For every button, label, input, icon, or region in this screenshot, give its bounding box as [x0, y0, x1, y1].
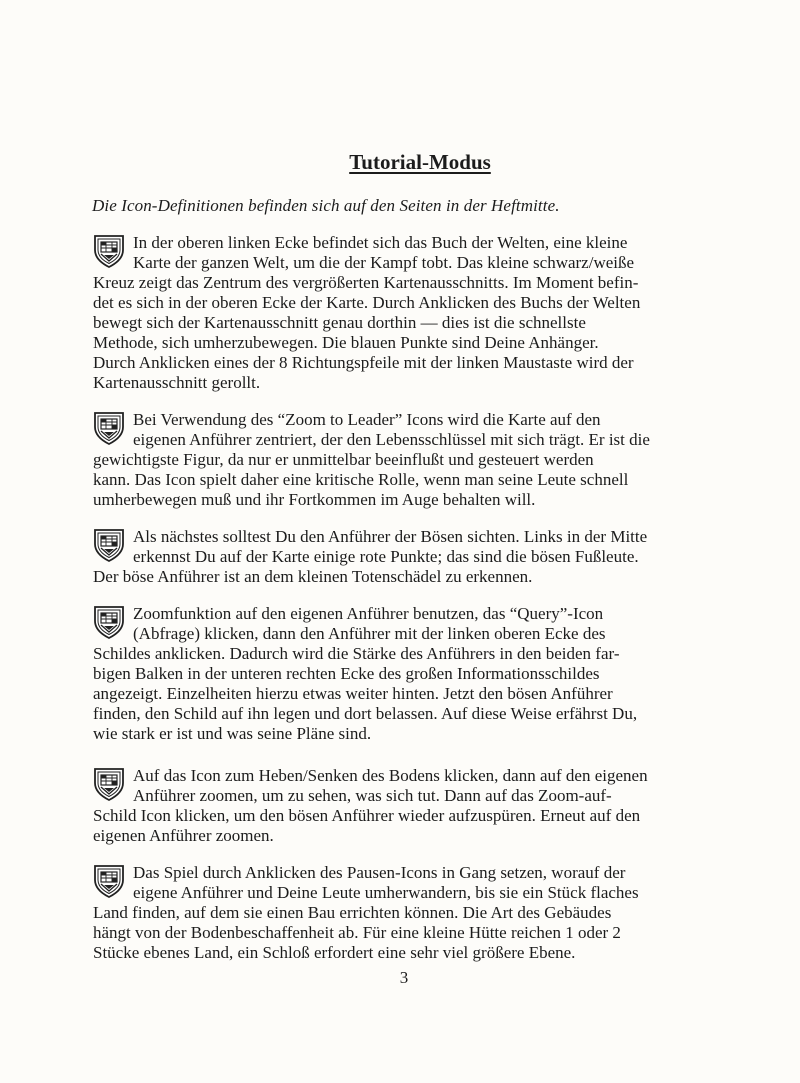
text-line: Bei Verwendung des “Zoom to Leader” Icons wird die Karte auf den [133, 410, 601, 429]
shield-icon [93, 411, 125, 445]
text-line: bewegt sich der Kartenausschnitt genau dorthin — dies ist die schnellste [93, 313, 586, 332]
shield-icon [93, 864, 125, 898]
text-line: umherbewegen muß und ihr Fortkommen im Auge behalten will. [93, 490, 536, 509]
text-line: Schildes anklicken. Dadurch wird die Stärke des Anführers in den beiden far- [93, 644, 620, 663]
paragraph [93, 410, 753, 510]
shield-icon [93, 234, 125, 268]
text-line: gewichtigste Figur, da nur er unmittelbar beeinflußt und gesteuert werden [93, 450, 594, 469]
paragraph [93, 766, 753, 846]
text-line: Anführer zoomen, um zu sehen, was sich tut. Dann auf das Zoom-auf- [133, 786, 612, 805]
text-line: (Abfrage) klicken, dann den Anführer mit der linken oberen Ecke des [133, 624, 606, 643]
shield-icon [93, 767, 125, 801]
text-line: Als nächstes solltest Du den Anführer der Bösen sichten. Links in der Mitte [133, 527, 648, 546]
text-line: eigene Anführer und Deine Leute umherwandern, bis sie ein Stück flaches [133, 883, 639, 902]
text-line: Land finden, auf dem sie einen Bau errichten können. Die Art des Gebäudes [93, 903, 612, 922]
text-line: Der böse Anführer ist an dem kleinen Totenschädel zu erkennen. [93, 567, 533, 586]
text-line: eigenen Anführer zoomen. [93, 826, 274, 845]
text-line: eigenen Anführer zentriert, der den Lebensschlüssel mit sich trägt. Er ist die [133, 430, 650, 449]
intro-text: Die Icon-Definitionen befinden sich auf den Seiten in der Heftmitte. [92, 196, 560, 215]
text-line: Das Spiel durch Anklicken des Pausen-Icons in Gang setzen, worauf der [133, 863, 626, 882]
text-line: hängt von der Bodenbeschaffenheit ab. Für eine kleine Hütte reichen 1 oder 2 [93, 923, 621, 942]
text-line: bigen Balken in der unteren rechten Ecke des großen Informationsschildes [93, 664, 600, 683]
text-line: angezeigt. Einzelheiten hierzu etwas weiter hinten. Jetzt den bösen Anführer [93, 684, 613, 703]
text-line: Methode, sich umherzubewegen. Die blauen Punkte sind Deine Anhänger. [93, 333, 599, 352]
paragraph [93, 604, 753, 744]
page-title: Tutorial-Modus [349, 150, 491, 174]
text-line: Karte der ganzen Welt, um die der Kampf tobt. Das kleine schwarz/weiße [133, 253, 635, 272]
paragraph [93, 233, 753, 393]
text-line: det es sich in der oberen Ecke der Karte. Durch Anklicken des Buchs der Welten [93, 293, 641, 312]
text-line: Schild Icon klicken, um den bösen Anführer wieder aufzuspüren. Erneut auf den [93, 806, 641, 825]
shield-icon [93, 528, 125, 562]
text-line: Auf das Icon zum Heben/Senken des Bodens klicken, dann auf den eigenen [133, 766, 648, 785]
text-line: finden, den Schild auf ihn legen und dort belassen. Auf diese Weise erfährst Du, [93, 704, 638, 723]
text-line: wie stark er ist und was seine Pläne sind. [93, 724, 372, 743]
text-line: Kartenausschnitt gerollt. [93, 373, 261, 392]
shield-icon [93, 605, 125, 639]
text-line: Stücke ebenes Land, ein Schloß erfordert eine sehr viel größere Ebene. [93, 943, 576, 962]
page-number: 3 [399, 968, 409, 987]
text-line: Durch Anklicken eines der 8 Richtungspfeile mit der linken Maustaste wird der [93, 353, 634, 372]
text-line: Zoomfunktion auf den eigenen Anführer benutzen, das “Query”-Icon [133, 604, 604, 623]
paragraph [93, 527, 753, 587]
text-line: Kreuz zeigt das Zentrum des vergrößerten Kartenausschnitts. Im Moment befin- [93, 273, 639, 292]
text-line: erkennst Du auf der Karte einige rote Punkte; das sind die bösen Fußleute. [133, 547, 639, 566]
text-line: kann. Das Icon spielt daher eine kritische Rolle, wenn man seine Leute schnell [93, 470, 629, 489]
paragraph [93, 863, 753, 963]
text-line: In der oberen linken Ecke befindet sich das Buch der Welten, eine kleine [133, 233, 628, 252]
